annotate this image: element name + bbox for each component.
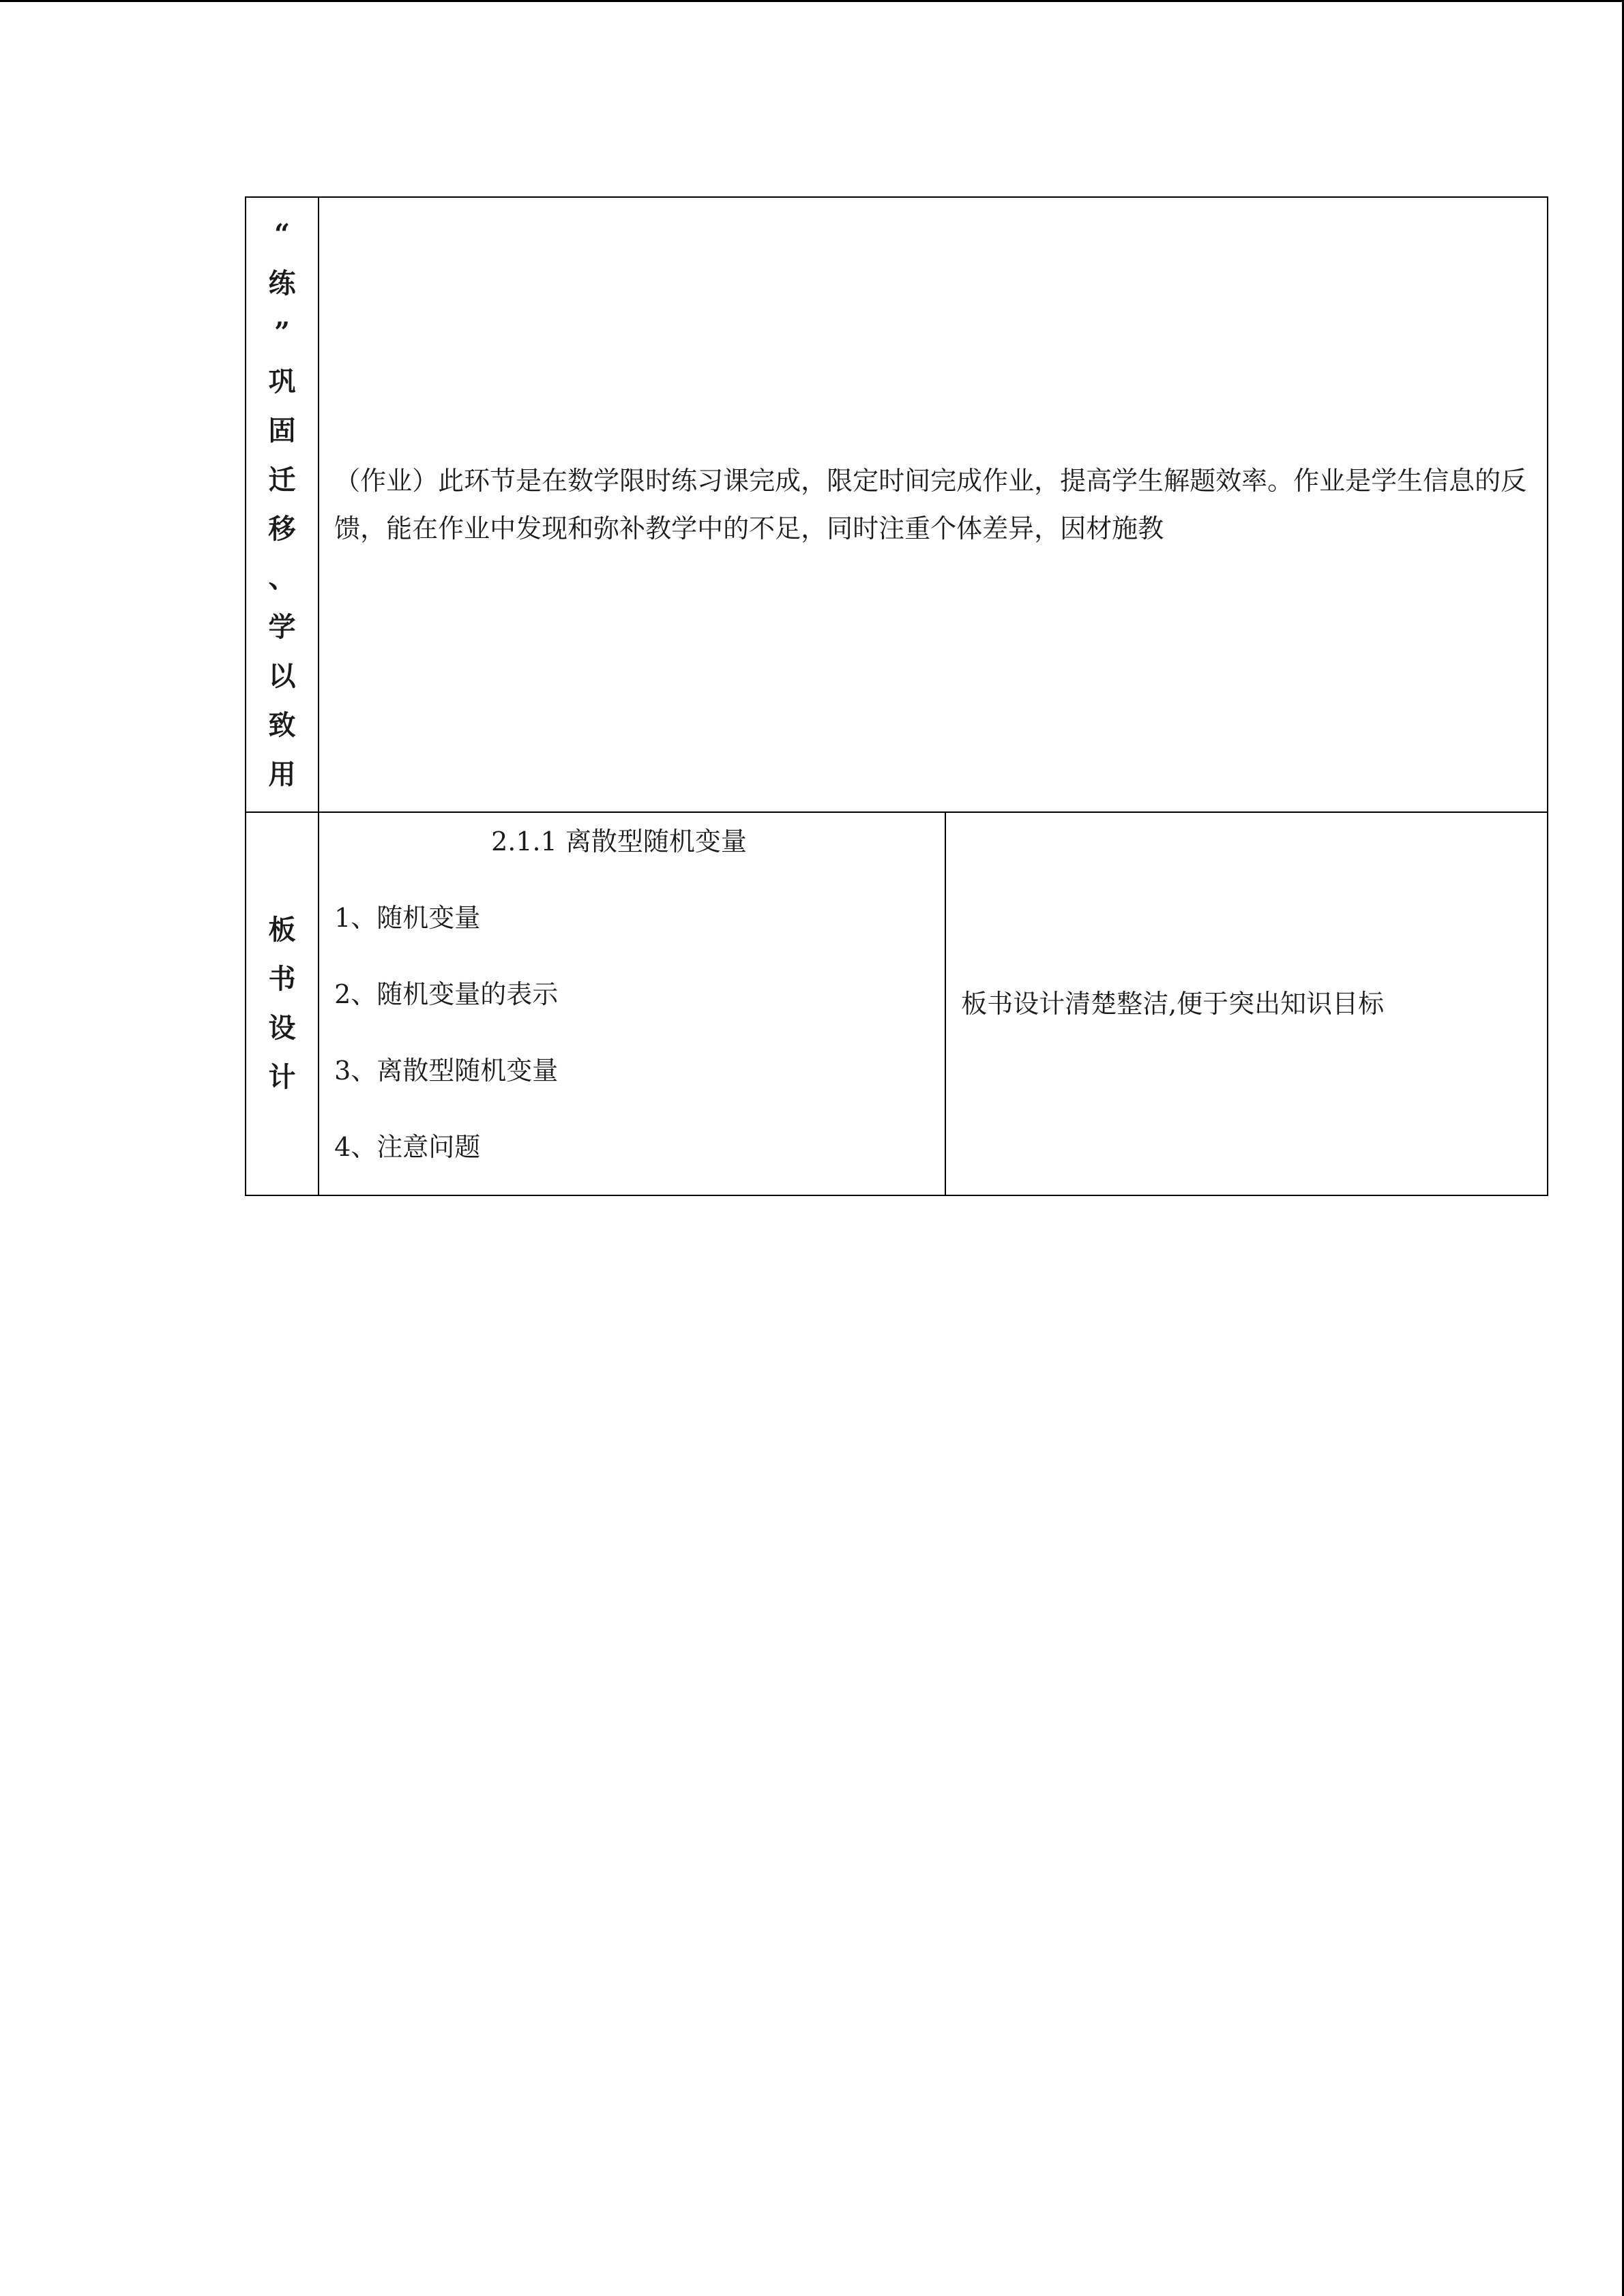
board-label-char: 设 [268,1012,296,1044]
practice-label-char: 、 [268,562,296,594]
practice-label-cell [246,197,319,812]
board-item: 1、随机变量 [334,903,481,933]
board-item: 2、随机变量的表示 [334,979,559,1009]
practice-label-char: “ [274,218,291,250]
board-design-note: 板书设计清楚整洁,便于突出知识目标 [945,812,1548,1195]
board-design-row [246,812,1548,1195]
practice-label-char: 以 [268,660,296,692]
practice-label-char: 移 [268,513,296,545]
board-title: 2.1.1 离散型随机变量 [491,826,747,856]
board-label-char: 书 [268,963,296,995]
board-item: 3、离散型随机变量 [334,1056,559,1086]
practice-content: （作业）此环节是在数学限时练习课完成，限定时间完成作业，提高学生解题效率。作业是学生信息的反馈，能在作业中发现和弥补教学中的不足，同时注重个体差异，因材施教 [319,197,1548,812]
board-design-label-cell [246,812,319,1195]
board-item: 4、注意问题 [334,1132,481,1162]
practice-label-char: 巩 [268,366,296,398]
practice-label-char: ” [274,316,291,348]
practice-row [246,197,1548,812]
board-outline-cell [319,812,945,1195]
practice-label-char: 迁 [268,464,296,496]
board-label-char: 计 [268,1061,296,1093]
practice-label-char: 致 [268,709,296,741]
page-top-border [0,0,1624,2]
board-label-char: 板 [268,914,296,946]
practice-label-char: 练 [268,267,296,299]
practice-label-char: 固 [268,415,296,447]
practice-label-char: 学 [268,611,296,643]
practice-label-char: 用 [268,758,296,790]
lesson-plan-table [245,196,1548,1196]
